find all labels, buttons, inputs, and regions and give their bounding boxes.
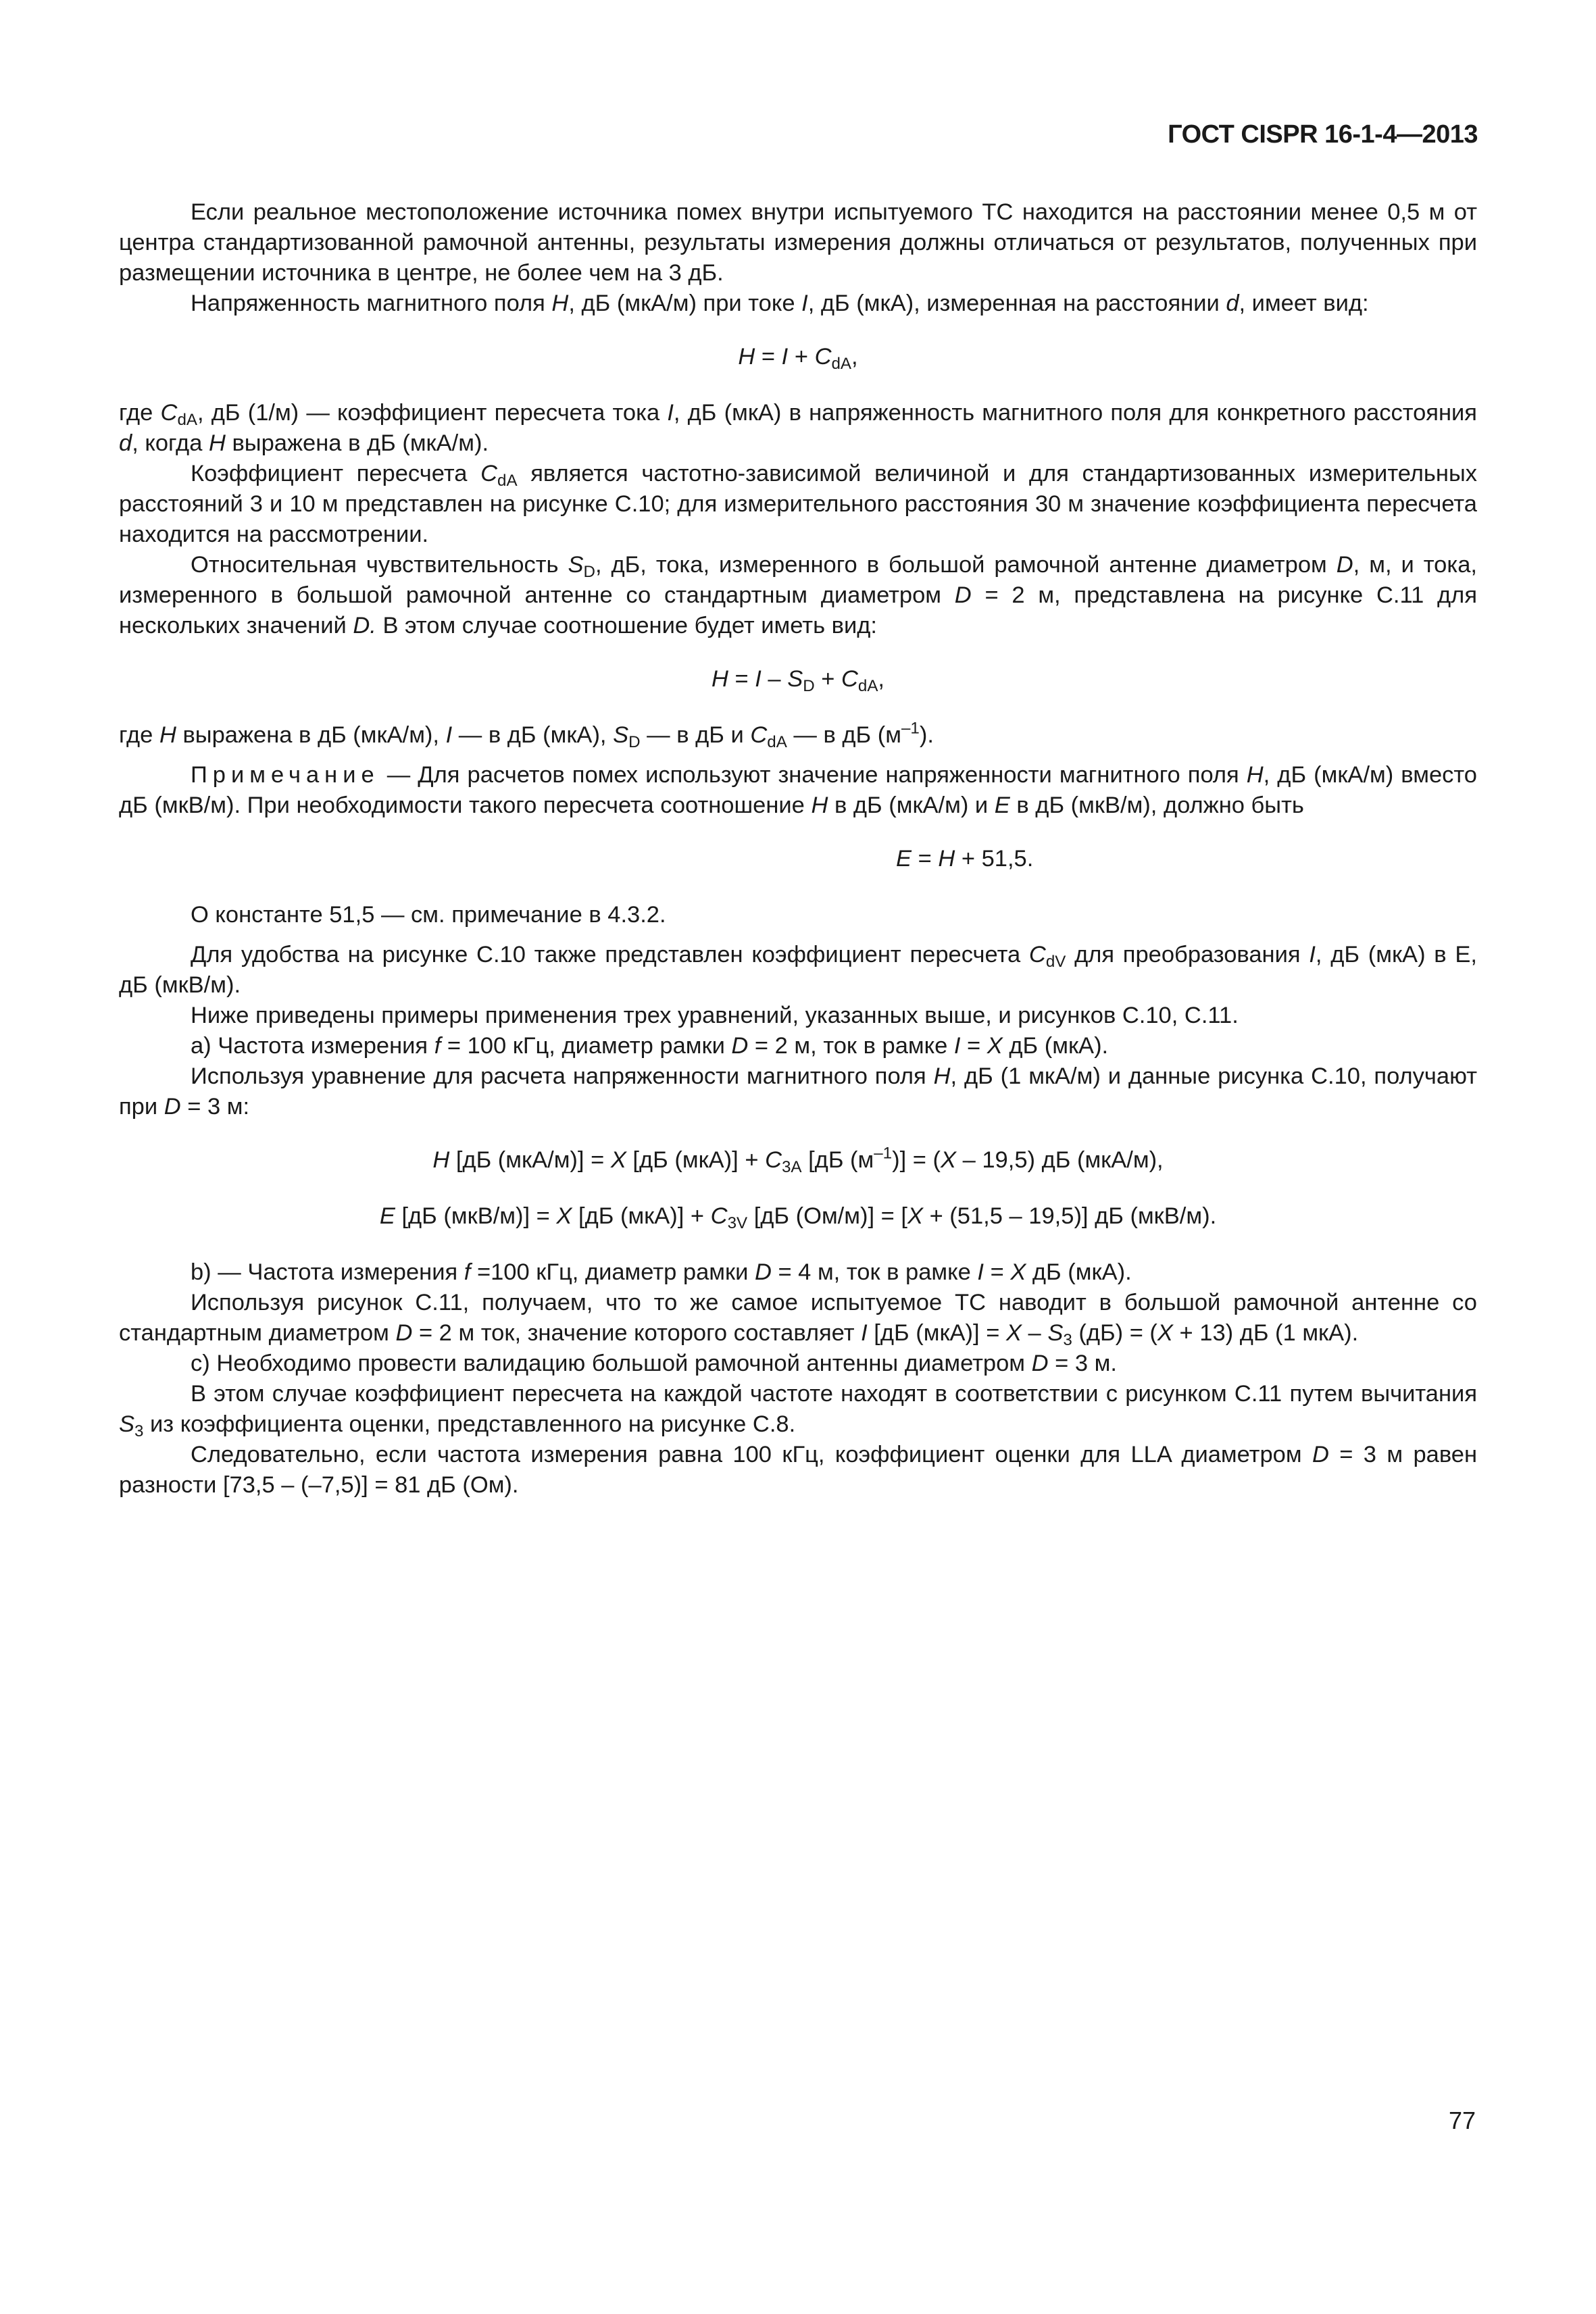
formula-h-example: H [дБ (мкА/м)] = X [дБ $(мкА)] + C_{3A}$ [дБ $(м^{-1})] = (X - 19,5)$ дБ (мкА/м),	[432, 1144, 1164, 1177]
paragraph-14: с) Необходимо провести валидацию большой рамочной антенны диаметром D = 3 м.	[191, 1351, 1117, 1376]
formula-h-cda: $H = I + C_{dA}$,	[738, 344, 858, 374]
paragraph-15: В этом случае коэффициент пересчета на каждой частоте находят в соответствии с рисунком С.11 путем вычитания $S_3$ из коэффициента оценки, представленного на рисунке С.8.	[119, 1381, 1477, 1441]
paragraph-16: Следовательно, если частота измерения равна 100 кГц, коэффициент оценки для LLA диаметром D = 3 м равен разности [73,5 – (–7,5)] = 81 дБ (Ом).	[119, 1442, 1477, 1498]
paragraph-8: Для удобства на рисунке С.10 также представлен коэффициент пересчета $C_{dV}$ для преобразования I, дБ (мкА) в Е, дБ (мкВ/м).	[119, 942, 1477, 998]
paragraph-12: b) — Частота измерения f =100 кГц, диаметр рамки D = 4 м, ток в рамке I = X дБ (мкА).	[191, 1259, 1132, 1285]
formula-e-h: E = H + 51,5.	[896, 846, 1034, 872]
paragraph-2: Напряженность магнитного поля H, дБ (мкА/м) при токе I, дБ (мкА), измеренная на расстоянии d, имеет вид:	[191, 291, 1369, 316]
paragraph-10: а) Частота измерения f = 100 кГц, диаметр рамки D = 2 м, ток в рамке I = X дБ (мкА).	[191, 1033, 1109, 1059]
document-header: ГОСТ CISPR 16-1-4—2013	[1168, 120, 1478, 149]
paragraph-6: где H выражена в дБ (мкА/м), I — в дБ (мкА), $S_D$ — в дБ и $C_{dA}$ — в дБ $(м^{-1})$.	[119, 719, 934, 752]
paragraph-4: Коэффициент пересчета $C_{dA}$ является частотно-зависимой величиной и для стандартизованных измерительных расстояний 3 и 10 м представлен на рисунке С.10; для измерительного расстояния 30 м значение коэффициента пересчета находится на рассмотрении.	[119, 461, 1477, 547]
page-number: 77	[1448, 2107, 1476, 2134]
note-label: Примечание	[191, 762, 380, 788]
paragraph-9: Ниже приведены примеры применения трех уравнений, указанных выше, и рисунков С.10, С.11.	[191, 1003, 1239, 1028]
paragraph-11: Используя уравнение для расчета напряженности магнитного поля H, дБ (1 мкА/м) и данные рисунка С.10, получают при D = 3 м:	[119, 1063, 1477, 1120]
formula-e-example: E [дБ (мкВ/м)] = X [дБ $(мкА)] + C_{3V}$ [дБ (Ом/м)] = [X + (51,5 – 19,5)] дБ (мкВ/м).	[379, 1203, 1217, 1233]
paragraph-13: Используя рисунок С.11, получаем, что то же самое испытуемое ТС наводит в большой рамочной антенне со стандартным диаметром D = 2 м ток, значение которого составляет I [дБ $(мкА)] = X - S_3$ (дБ) = (X + 13) дБ (1 мкА).	[119, 1290, 1477, 1350]
page-body	[119, 197, 1477, 1501]
paragraph-3: где $C_{dA}$, дБ (1/м) — коэффициент пересчета тока I, дБ (мкА) в напряженность магнитного поля для конкретного расстояния d, когда H выражена в дБ (мкА/м).	[119, 400, 1477, 456]
formula-h-sd-cda: $H = I - S_D + C_{dA}$,	[711, 666, 885, 696]
note-paragraph: Примечание — Для расчетов помех используют значение напряженности магнитного поля H, дБ (мкА/м) вместо дБ (мкВ/м). При необходимости такого пересчета соотношение H в дБ (мкА/м) и E в дБ (мкВ/м), должно быть	[119, 762, 1477, 818]
paragraph-5: Относительная чувствительность $S_D$, дБ, тока, измеренного в большой рамочной антенне диаметром D, м, и тока, измеренного в большой рамочной антенне со стандартным диаметром D = 2 м, представлена на рисунке С.11 для нескольких значений D. В этом случае соотношение будет иметь вид:	[119, 552, 1477, 638]
paragraph-7: О константе 51,5 — см. примечание в 4.3.2.	[191, 902, 666, 928]
paragraph-1: Если реальное местоположение источника помех внутри испытуемого ТС находится на расстоянии менее 0,5 м от центра стандартизованной рамочной антенны, результаты измерения должны отличаться от результатов, полученных при размещении источника в центре, не более чем на 3 дБ.	[119, 199, 1477, 286]
